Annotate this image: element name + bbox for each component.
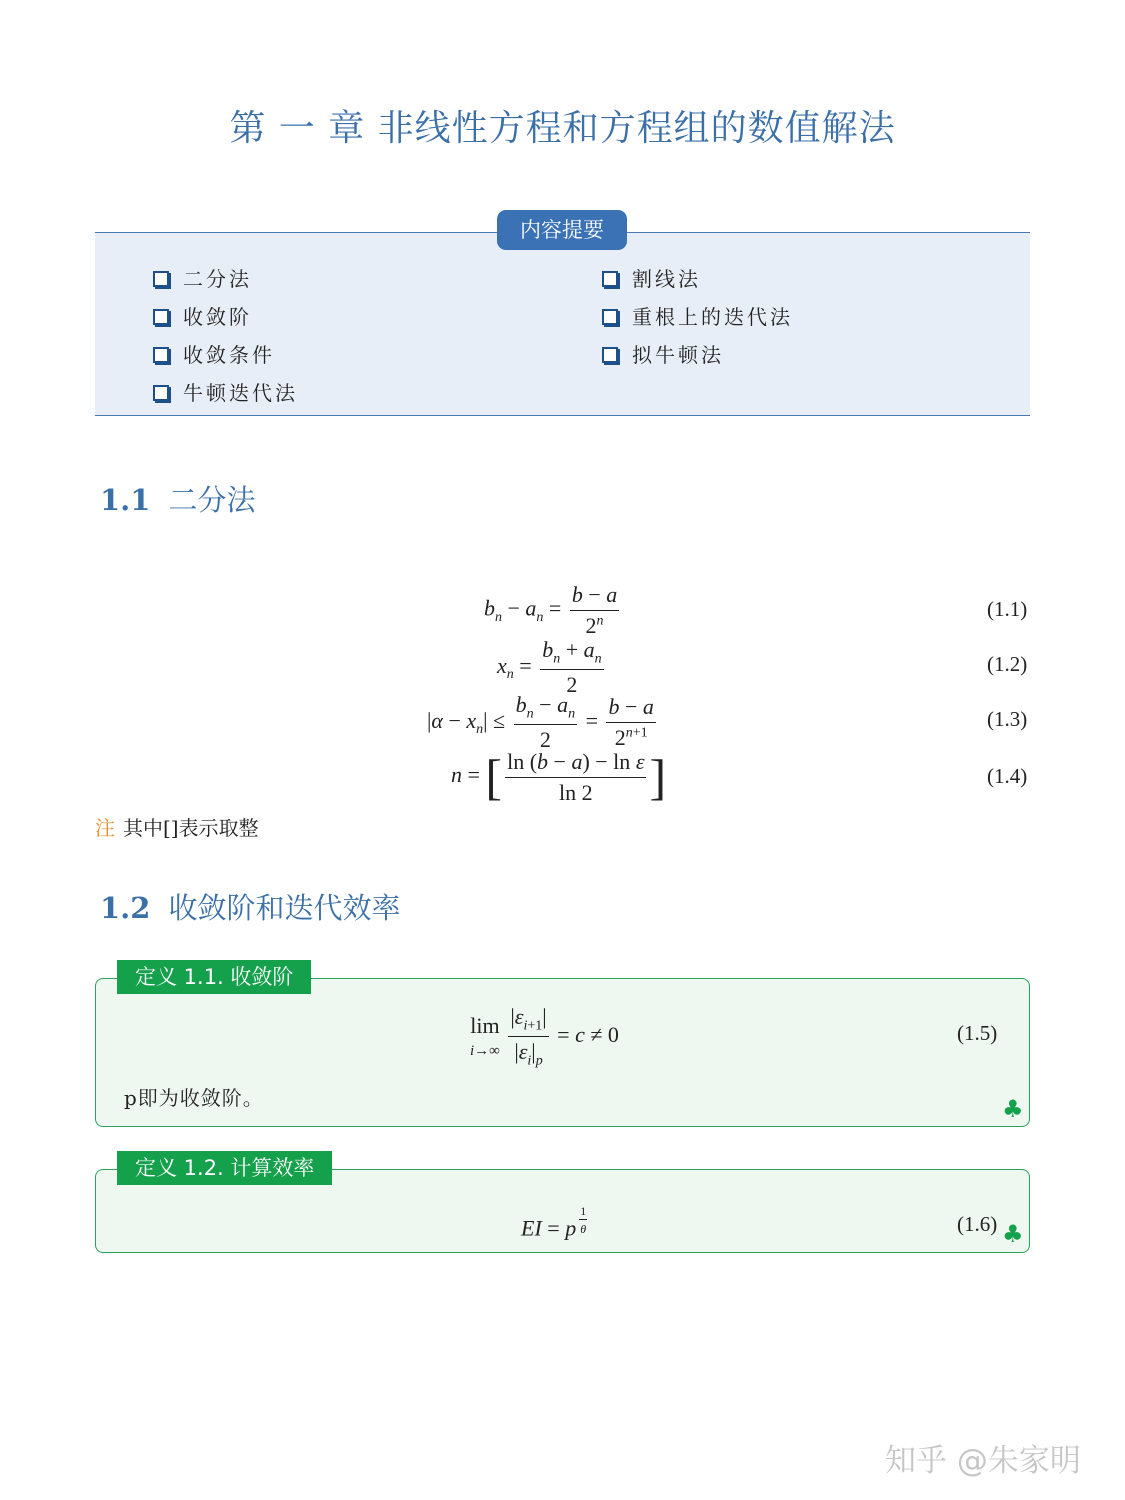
equation-number: (1.4) — [987, 764, 1028, 788]
checkbox-icon — [153, 385, 169, 401]
equation: lim i→∞ $\frac{|\varepsilon_{i+1}|}{|\varepsilon_i|_p}$ = c ≠ 0 — [470, 1004, 619, 1069]
equation: $x_n$ = $\frac{b_n + a_n}{2}$ — [497, 637, 602, 698]
section-heading: 1.1 二分法 — [100, 483, 256, 517]
club-icon: ♣ — [1002, 1095, 1024, 1123]
toc-item[interactable]: 收敛条件 — [153, 339, 275, 368]
note — [95, 812, 259, 841]
toc-item[interactable]: 牛顿迭代法 — [153, 377, 298, 406]
equation-number: (1.2) — [987, 652, 1028, 676]
watermark: 知乎 @朱家明 — [885, 1443, 1081, 1479]
summary-tag: 内容提要 — [497, 210, 627, 250]
club-icon: ♣ — [1002, 1220, 1024, 1248]
section-heading: 1.2 收敛阶和迭代效率 — [100, 891, 401, 925]
checkbox-icon — [153, 271, 169, 287]
toc-item[interactable]: 收敛阶 — [153, 301, 252, 330]
note-label: 注 — [95, 816, 115, 840]
equation-number: (1.1) — [987, 597, 1028, 621]
checkbox-icon — [153, 309, 169, 325]
equation-number: (1.5) — [957, 1021, 998, 1045]
note-text: 其中[]表示取整 — [123, 816, 259, 840]
toc-item[interactable]: 割线法 — [602, 263, 701, 292]
chapter-title: 第 一 章 非线性方程和方程组的数值解法 — [229, 108, 896, 149]
definition-tag: 定义 1.2. 计算效率 — [117, 1151, 332, 1185]
toc-item[interactable]: 拟牛顿法 — [602, 339, 724, 368]
equation: $b_n - a_n$ = $\frac{b - a}{2^n}$ — [484, 582, 618, 638]
equation-number: (1.6) — [957, 1212, 998, 1236]
checkbox-icon — [602, 309, 618, 325]
equation: EI = p $^{\frac{1}{\theta}}$ — [521, 1204, 587, 1241]
checkbox-icon — [153, 347, 169, 363]
equation: n = [ $\frac{\text{ln (b − a) − ln ε}}{\ln 2}$ ] — [451, 748, 667, 805]
checkbox-icon — [602, 347, 618, 363]
definition-text: p即为收敛阶。 — [124, 1086, 264, 1110]
equation-number: (1.3) — [987, 707, 1028, 731]
definition-tag: 定义 1.1. 收敛阶 — [117, 960, 311, 994]
toc-item[interactable]: 重根上的迭代法 — [602, 301, 793, 330]
checkbox-icon — [602, 271, 618, 287]
toc-item[interactable]: 二分法 — [153, 263, 252, 292]
equation: $|\alpha - x_n|$ ≤ $\frac{b_n - a_n}{2}$ = $\frac{b - a}{2^{n+1}}$ — [427, 692, 654, 753]
